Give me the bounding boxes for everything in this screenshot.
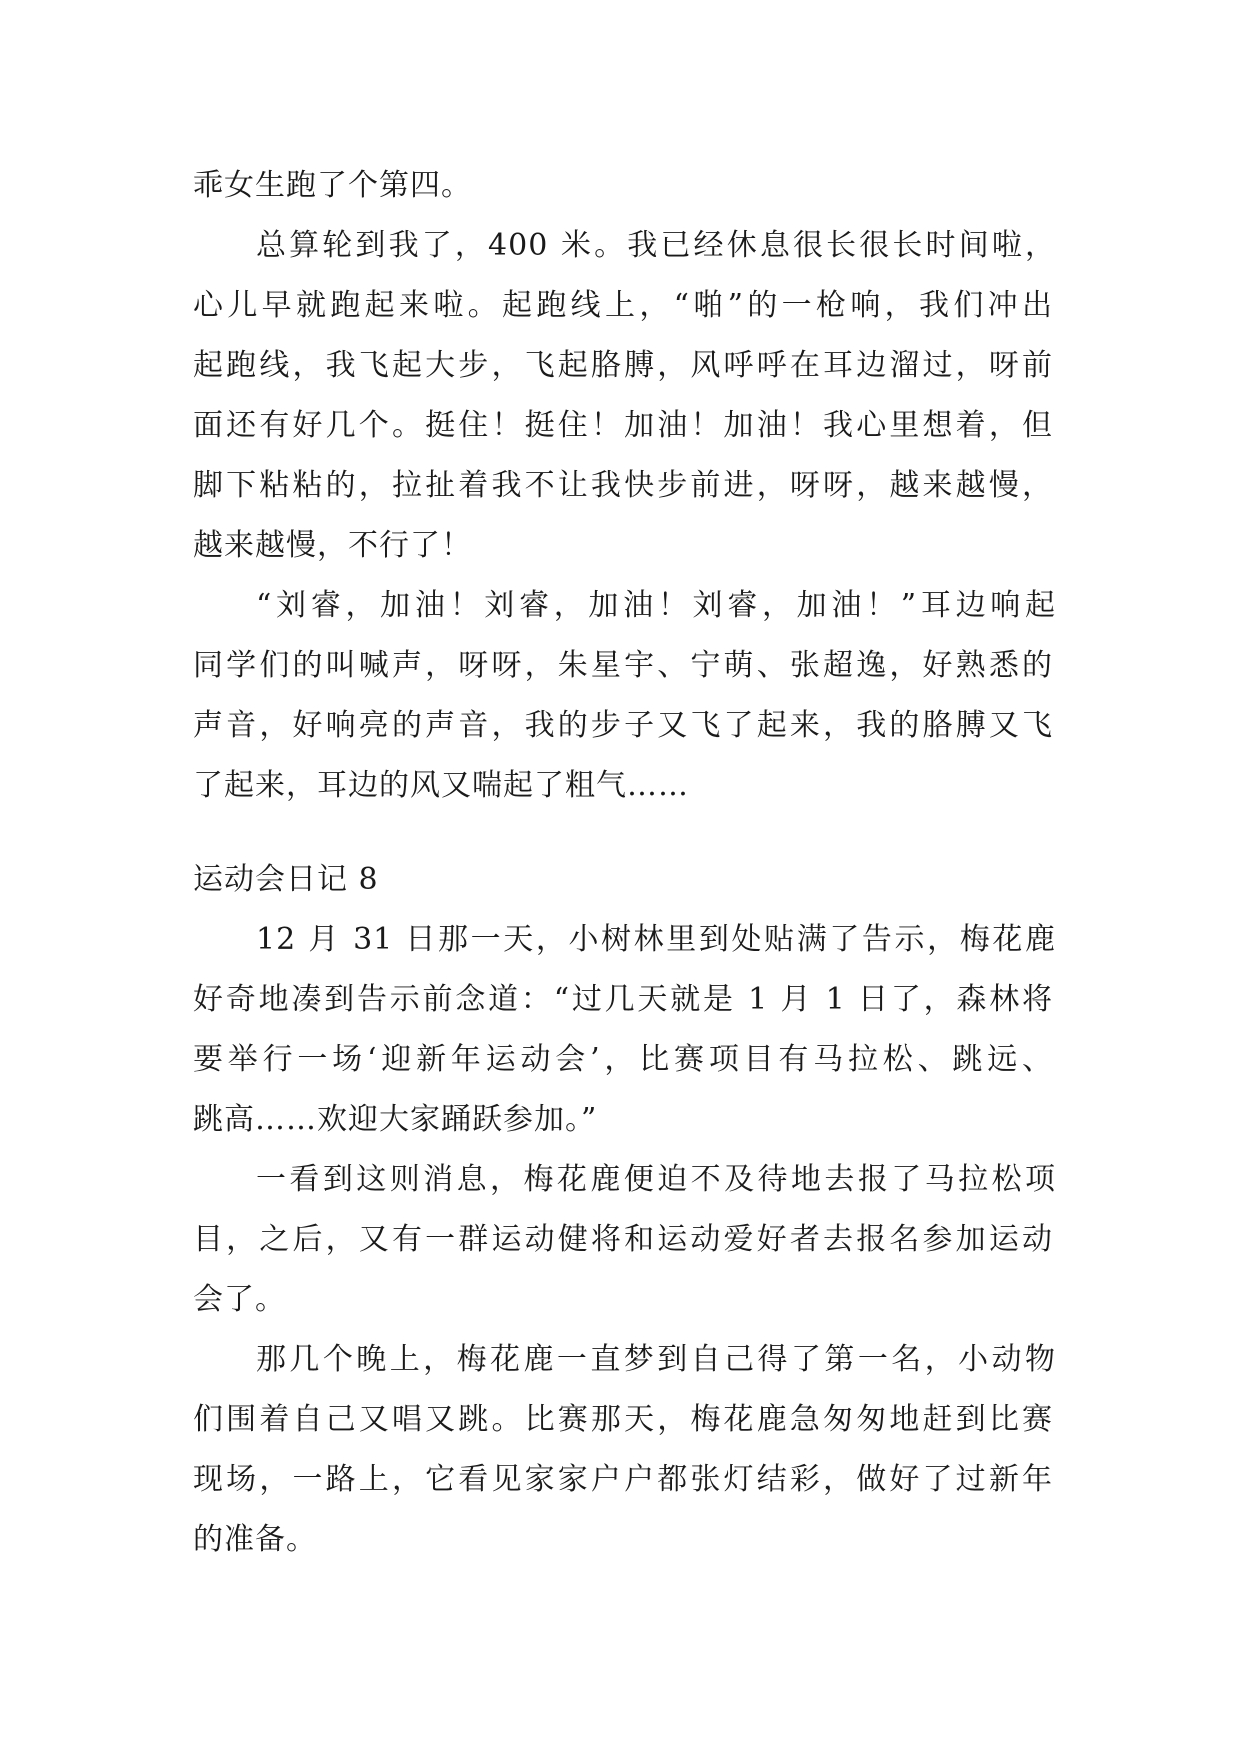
text-line: 总算轮到我了，400 米。我已经休息很长很长时间啦，: [256, 228, 1056, 263]
section-heading: 运动会日记 8: [193, 862, 379, 897]
text-line: 同学们的叫喊声，呀呀，朱星宇、宁萌、张超逸，好熟悉的: [193, 648, 1053, 683]
text-line: “刘睿，加油！刘睿，加油！刘睿，加油！”耳边响起: [256, 588, 1056, 623]
text-line: 目，之后，又有一群运动健将和运动爱好者去报名参加运动: [193, 1222, 1053, 1257]
text-line: 越来越慢，不行了！: [193, 528, 472, 563]
text-line: 声音，好响亮的声音，我的步子又飞了起来，我的胳膊又飞: [193, 708, 1053, 743]
text-line: 起跑线，我飞起大步，飞起胳膊，风呼呼在耳边溜过，呀前: [193, 348, 1053, 383]
text-line: 一看到这则消息，梅花鹿便迫不及待地去报了马拉松项: [256, 1162, 1056, 1197]
text-line: 那几个晚上，梅花鹿一直梦到自己得了第一名，小动物: [256, 1342, 1056, 1377]
text-line: 跳高……欢迎大家踊跃参加。”: [193, 1102, 598, 1137]
text-line: 心儿早就跑起来啦。起跑线上，“啪”的一枪响，我们冲出: [193, 288, 1053, 323]
text-line: 乖女生跑了个第四。: [193, 168, 472, 203]
text-line: 面还有好几个。挺住！挺住！加油！加油！我心里想着，但: [193, 408, 1053, 443]
text-line: 12 月 31 日那一天，小树林里到处贴满了告示，梅花鹿: [256, 922, 1056, 957]
text-line: 们围着自己又唱又跳。比赛那天，梅花鹿急匆匆地赶到比赛: [193, 1402, 1053, 1437]
text-line: 会了。: [193, 1282, 286, 1317]
text-line: 好奇地凑到告示前念道：“过几天就是 1 月 1 日了，森林将: [193, 982, 1053, 1017]
text-line: 要举行一场‘迎新年运动会’，比赛项目有马拉松、跳远、: [193, 1042, 1053, 1077]
text-line: 的准备。: [193, 1522, 317, 1557]
text-line: 脚下粘粘的，拉扯着我不让我快步前进，呀呀，越来越慢，: [193, 468, 1053, 503]
text-line: 现场，一路上，它看见家家户户都张灯结彩，做好了过新年: [193, 1462, 1053, 1497]
text-line: 了起来，耳边的风又喘起了粗气……: [193, 768, 689, 803]
